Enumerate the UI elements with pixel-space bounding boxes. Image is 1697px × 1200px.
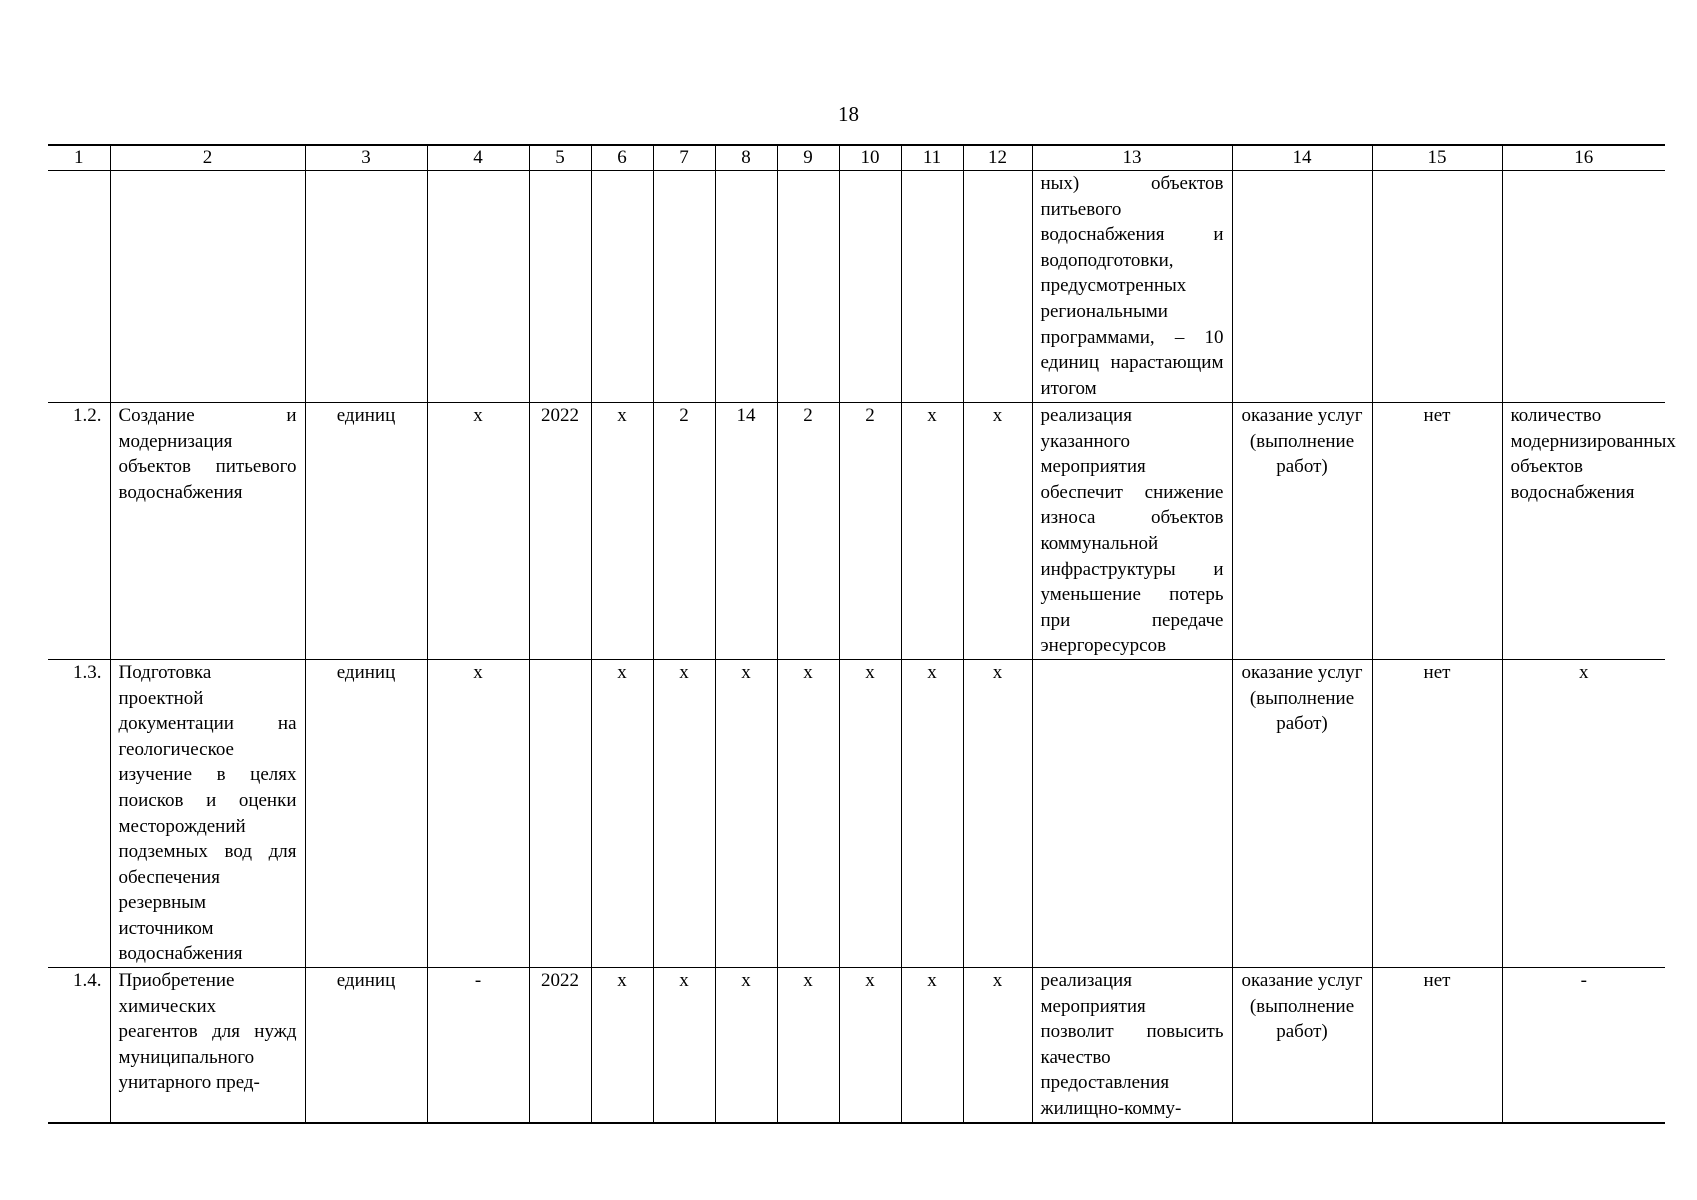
table-cell: x [427,403,529,660]
table-row [48,968,1665,1123]
table-cell: x [963,659,1032,967]
unit-cell: единиц [305,403,427,660]
table-cell: x [715,659,777,967]
table-cell: нет [1372,659,1502,967]
column-header: 8 [715,145,777,171]
table-cell [1372,171,1502,403]
table-cell [427,171,529,403]
result-cell: реализация мероприятия позволит повысить качество предоставления жилищно-комму- [1032,968,1232,1123]
table-cell [839,171,901,403]
column-header: 13 [1032,145,1232,171]
event-type-cell: оказание услуг (выполнение работ) [1232,403,1372,660]
indicator-cell: x [1502,659,1665,967]
table-cell: x [963,968,1032,1123]
column-header: 4 [427,145,529,171]
event-name-cell: Приобретение химических реагентов для нужд муниципального унитарного пред- [110,968,305,1123]
event-name-cell: Создание и модернизация объектов питьевого водоснабжения [110,403,305,660]
column-header: 7 [653,145,715,171]
page-number: 18 [838,102,859,126]
unit-cell: единиц [305,659,427,967]
column-header: 16 [1502,145,1665,171]
table-cell [529,659,591,967]
column-header: 15 [1372,145,1502,171]
table-cell [715,171,777,403]
table-cell [529,171,591,403]
unit-cell [305,171,427,403]
table-cell: 2 [777,403,839,660]
column-header: 2 [110,145,305,171]
table-cell: x [653,968,715,1123]
column-header: 9 [777,145,839,171]
table-cell: x [653,659,715,967]
table-cell: - [427,968,529,1123]
table-cell: x [591,968,653,1123]
column-header: 10 [839,145,901,171]
table-cell: x [963,403,1032,660]
event-name-cell [110,171,305,403]
table-row [48,659,1665,967]
column-header: 12 [963,145,1032,171]
table-cell [653,171,715,403]
event-type-cell: оказание услуг (выполнение работ) [1232,659,1372,967]
table-cell: x [715,968,777,1123]
event-type-cell [1232,171,1372,403]
column-header: 11 [901,145,963,171]
column-header: 14 [1232,145,1372,171]
table-cell: x [839,659,901,967]
indicator-cell: количество модернизированных объектов водоснабжения [1502,403,1665,660]
result-cell: реализация указанного мероприятия обеспечит снижение износа объектов коммунальной инфраструктуры и уменьшение потерь при передаче энергоресурсов [1032,403,1232,660]
column-header: 5 [529,145,591,171]
indicator-cell [1502,171,1665,403]
table-cell: x [591,659,653,967]
table-row [48,403,1665,660]
table-cell: 2 [839,403,901,660]
table-cell: 14 [715,403,777,660]
column-header: 1 [48,145,110,171]
table-cell: x [901,403,963,660]
indicator-cell: - [1502,968,1665,1123]
table-cell: x [839,968,901,1123]
plan-table [48,144,1676,1124]
row-number-cell: 1.3. [48,659,110,967]
result-cell [1032,659,1232,967]
column-number-row [48,145,1665,171]
table-cell [777,171,839,403]
column-header: 3 [305,145,427,171]
table-cell: нет [1372,968,1502,1123]
table-cell: x [901,659,963,967]
table-cell: нет [1372,403,1502,660]
table-cell: x [427,659,529,967]
table-cell: x [777,968,839,1123]
column-header: 6 [591,145,653,171]
result-cell: ных) объектов питьевого водоснабжения и водоподготовки, предусмотренных региональными программами, – 10 единиц нарастающим итогом [1032,171,1232,403]
table-cell: x [901,968,963,1123]
event-type-cell: оказание услуг (выполнение работ) [1232,968,1372,1123]
event-name-cell: Подготовка проектной документации на геологическое изучение в целях поисков и оценки месторождений подземных вод для обеспечения резервным источником водоснабжения [110,659,305,967]
table-cell: 2022 [529,403,591,660]
table-cell [591,171,653,403]
table-row [48,171,1665,403]
table-cell: 2 [653,403,715,660]
row-number-cell: 1.4. [48,968,110,1123]
table-cell [901,171,963,403]
table-cell: 2022 [529,968,591,1123]
row-number-cell: 1.2. [48,403,110,660]
unit-cell: единиц [305,968,427,1123]
table-cell: x [591,403,653,660]
row-number-cell [48,171,110,403]
table-cell: x [777,659,839,967]
table-cell [963,171,1032,403]
